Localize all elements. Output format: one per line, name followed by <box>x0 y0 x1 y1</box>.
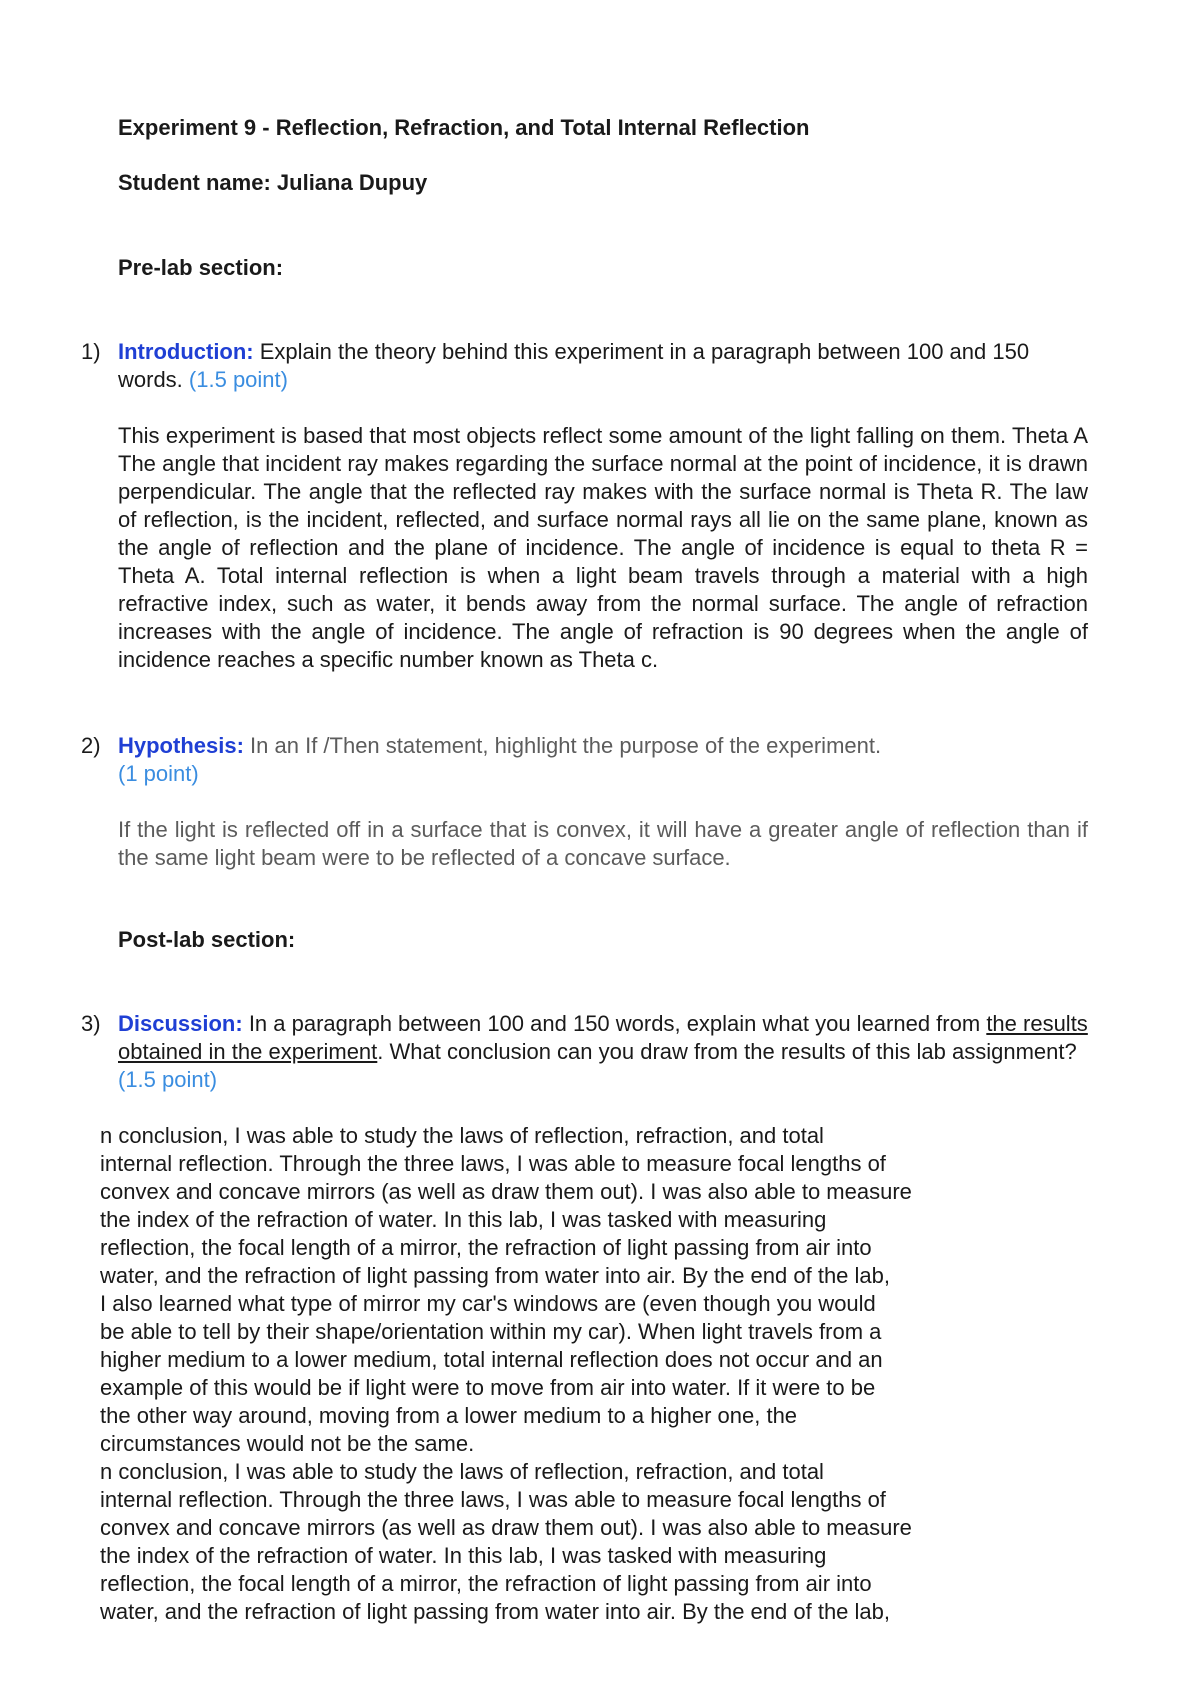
discussion-answer-line: n conclusion, I was able to study the laws of reflection, refraction, and total <box>100 1459 824 1484</box>
discussion-answer-line: convex and concave mirrors (as well as draw them out). I was also able to measure <box>100 1179 912 1204</box>
question-prompt: Explain the theory behind this experiment in a paragraph between 100 and 150 words. <box>118 339 1030 392</box>
prelab-heading: Pre-lab section: <box>118 255 284 280</box>
question-points: (1.5 point) <box>188 367 288 392</box>
question-prompt: In an If /Then statement, highlight the purpose of the experiment. <box>243 733 882 758</box>
discussion-answer-line: internal reflection. Through the three laws, I was able to measure focal lengths of <box>100 1151 886 1176</box>
question-label: Introduction: <box>118 339 254 364</box>
discussion-answer-line: I also learned what type of mirror my car's windows are (even though you would <box>100 1291 876 1316</box>
postlab-heading: Post-lab section: <box>118 927 296 952</box>
discussion-answer-line: circumstances would not be the same. <box>100 1431 475 1456</box>
question-prompt-underlined: the results obtained in the experiment <box>118 1011 1088 1064</box>
question-prompt: In a paragraph between 100 and 150 words, explain what you learned from <box>242 1011 987 1036</box>
discussion-answer-line: be able to tell by their shape/orientation within my car). When light travels from a <box>100 1319 882 1344</box>
question-label: Discussion: <box>118 1011 243 1036</box>
discussion-answer-line: example of this would be if light were to move from air into water. If it were to be <box>100 1375 876 1400</box>
question-number: 2) <box>81 733 101 758</box>
discussion-answer-line: water, and the refraction of light passing from water into air. By the end of the lab, <box>100 1263 891 1288</box>
discussion-answer-line: the other way around, moving from a lower medium to a higher one, the <box>100 1403 798 1428</box>
student-name-line <box>118 169 427 197</box>
student-label: Student name: <box>118 170 277 195</box>
question-number: 1) <box>81 339 101 364</box>
document-title: Experiment 9 - Reflection, Refraction, and Total Internal Reflection <box>118 115 810 140</box>
question-prompt: . What conclusion can you draw from the results of this lab assignment? <box>377 1039 1077 1064</box>
discussion-answer-line: higher medium to a lower medium, total internal reflection does not occur and an <box>100 1347 883 1372</box>
discussion-answer-line: reflection, the focal length of a mirror, the refraction of light passing from air into <box>100 1571 872 1596</box>
question-label: Hypothesis: <box>118 733 244 758</box>
question-discussion <box>81 1010 1088 1094</box>
discussion-answer-line: convex and concave mirrors (as well as draw them out). I was also able to measure <box>100 1515 912 1540</box>
question-number: 3) <box>81 1011 101 1036</box>
student-name: Juliana Dupuy <box>276 170 428 195</box>
discussion-answer-line: internal reflection. Through the three laws, I was able to measure focal lengths of <box>100 1487 886 1512</box>
question-points: (1 point) <box>118 761 199 786</box>
hypothesis-answer: If the light is reflected off in a surface that is convex, it will have a greater angle of reflection than if the same light beam were to be reflected of a concave surface. <box>118 817 1088 870</box>
discussion-answer-line: n conclusion, I was able to study the laws of reflection, refraction, and total <box>100 1123 824 1148</box>
discussion-answer-line: the index of the refraction of water. In this lab, I was tasked with measuring <box>100 1543 827 1568</box>
discussion-answer-line: water, and the refraction of light passing from water into air. By the end of the lab, <box>100 1599 891 1624</box>
question-points: (1.5 point) <box>118 1067 218 1092</box>
introduction-answer: This experiment is based that most objects reflect some amount of the light falling on them. Theta A The angle that incident ray makes regarding the surface normal at the point of incidence, it is drawn perpendicular. The angle that the reflected ray makes with the surface normal is Theta R. The law of reflection, is the incident, reflected, and surface normal rays all lie on the same plane, known as the angle of reflection and the plane of incidence. The angle of incidence is equal to theta R = Theta A. Total internal reflection is when a light beam travels through a material with a high refractive index, such as water, it bends away from the normal surface. The angle of refraction increases with the angle of incidence. The angle of refraction is 90 degrees when the angle of incidence reaches a specific number known as Theta c. <box>118 423 1088 672</box>
question-hypothesis <box>81 732 1088 788</box>
discussion-answer-line: the index of the refraction of water. In this lab, I was tasked with measuring <box>100 1207 827 1232</box>
question-introduction <box>81 338 1088 394</box>
discussion-answer-line: reflection, the focal length of a mirror, the refraction of light passing from air into <box>100 1235 872 1260</box>
